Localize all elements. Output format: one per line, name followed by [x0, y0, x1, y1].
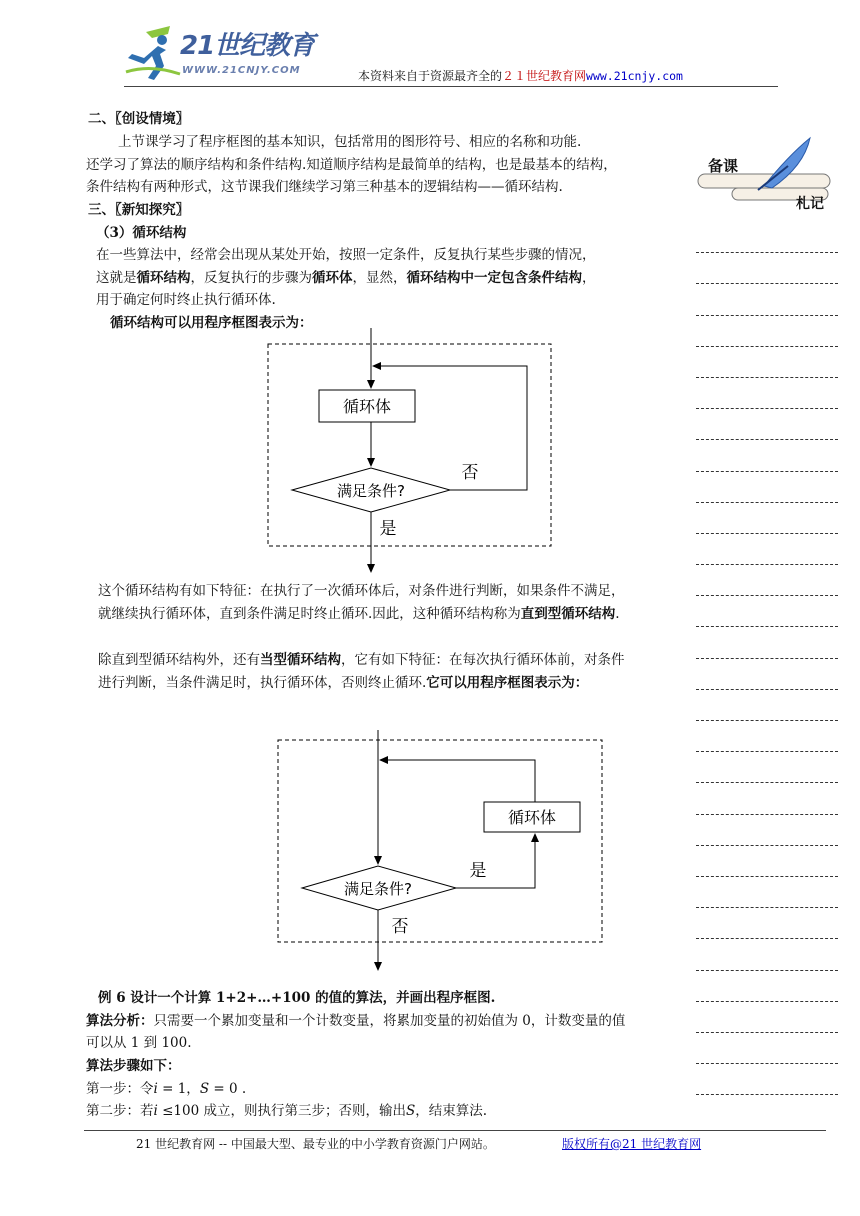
section3-heading: 三、〖新知探究〗: [88, 202, 190, 218]
structure-boundary: [278, 740, 602, 942]
while-para-line-1: 除直到型循环结构外，还有当型循环结构，它有如下特征：在每次执行循环体前，对条件: [98, 652, 625, 668]
side-note-badge: [692, 136, 840, 216]
condition-label: 满足条件?: [344, 880, 412, 898]
loop-intro-line-2: 这就是循环结构，反复执行的步骤为循环体，显然，循环结构中一定包含条件结构，: [96, 270, 596, 286]
header-note-prefix: 本资料来自于资源最齐全的: [358, 69, 503, 83]
section3-subheading: （3）循环结构: [96, 225, 187, 241]
structure-boundary: [268, 344, 551, 546]
yes-to-body-arrow: [456, 834, 535, 888]
yes-label: 是: [379, 519, 397, 539]
until-para-line-1: 这个循环结构有如下特征：在执行了一次循环体后，对条件进行判断，如果条件不满足，: [98, 583, 625, 599]
loop-body-label: 循环体: [507, 808, 557, 827]
header-site-url[interactable]: www.21cnjy.com: [586, 69, 683, 83]
example6-title: 例 6 设计一个计算 1+2+…+100 的值的算法，并画出程序框图.: [98, 990, 496, 1006]
no-return-arrow: [373, 366, 527, 490]
site-logo: [122, 22, 327, 82]
term-loop-contains-condition: 循环结构中一定包含条件结构: [406, 270, 582, 286]
diagram1-intro: 循环结构可以用程序框图表示为：: [110, 315, 313, 331]
logo-url: WWW.21CNJY.COM: [182, 65, 301, 76]
return-arrow: [380, 760, 535, 802]
runner-icon: [122, 24, 184, 82]
example6-analysis-line-2: 可以从 1 到 100.: [86, 1035, 192, 1051]
example6-analysis-line-1: 算法分析：只需要一个累加变量和一个计数变量，将累加变量的初始值为 0，计数变量的值: [86, 1013, 626, 1029]
no-label: 否: [461, 463, 479, 483]
footer-copyright-link[interactable]: 版权所有@21 世纪教育网: [562, 1137, 702, 1151]
while-para-line-2: 进行判断，当条件满足时，执行循环体，否则终止循环.它可以用程序框图表示为：: [98, 675, 589, 691]
term-loop-structure: 循环结构: [136, 270, 191, 286]
section2-line-1: 上节课学习了程序框图的基本知识，包括常用的图形符号、相应的名称和功能.: [118, 134, 582, 150]
footer-tagline: 21 世纪教育网 -- 中国最大型、最专业的中小学教育资源门户网站。: [136, 1137, 495, 1151]
example6-step-1: 第一步：令i = 1，S = 0 .: [86, 1081, 247, 1097]
logo-text: 21世纪教育: [180, 31, 315, 61]
loop-intro-line-1: 在一些算法中，经常会出现从某处开始，按照一定条件，反复执行某些步骤的情况，: [96, 247, 596, 263]
section2-heading: 二、〖创设情境〗: [88, 111, 190, 127]
footer-divider: [84, 1130, 826, 1131]
term-loop-body: 循环体: [312, 270, 353, 286]
while-loop-flowchart: [270, 730, 610, 975]
notes-lines-area: [696, 222, 838, 1095]
header-site-name[interactable]: ２１世纪教育网: [502, 69, 587, 83]
yes-label: 是: [469, 861, 487, 881]
until-loop-flowchart: [260, 326, 560, 576]
side-note-title-2: 札记: [796, 196, 824, 212]
example6-step-2: 第二步：若i ≤100 成立，则执行第三步；否则，输出S，结束算法.: [86, 1103, 488, 1119]
section2-line-3: 条件结构有两种形式，这节课我们继续学习第三种基本的逻辑结构——循环结构.: [86, 179, 563, 195]
term-while-loop: 当型循环结构: [260, 652, 341, 668]
no-label: 否: [391, 917, 409, 937]
example6-steps-label: 算法步骤如下：: [86, 1058, 181, 1074]
section2-line-2: 还学习了算法的顺序结构和条件结构.知道顺序结构是最简单的结构，也是最基本的结构，: [86, 157, 617, 173]
condition-label: 满足条件?: [337, 482, 405, 500]
term-until-loop: 直到型循环结构: [520, 606, 616, 622]
header-divider: [124, 86, 778, 87]
header-source-note: [358, 68, 683, 85]
side-note-title-1: 备课: [708, 157, 739, 175]
loop-body-label: 循环体: [342, 397, 392, 416]
loop-intro-line-3: 用于确定何时终止执行循环体.: [96, 292, 276, 308]
until-para-line-2: 就继续执行循环体，直到条件满足时终止循环.因此，这种循环结构称为直到型循环结构.: [98, 606, 620, 622]
